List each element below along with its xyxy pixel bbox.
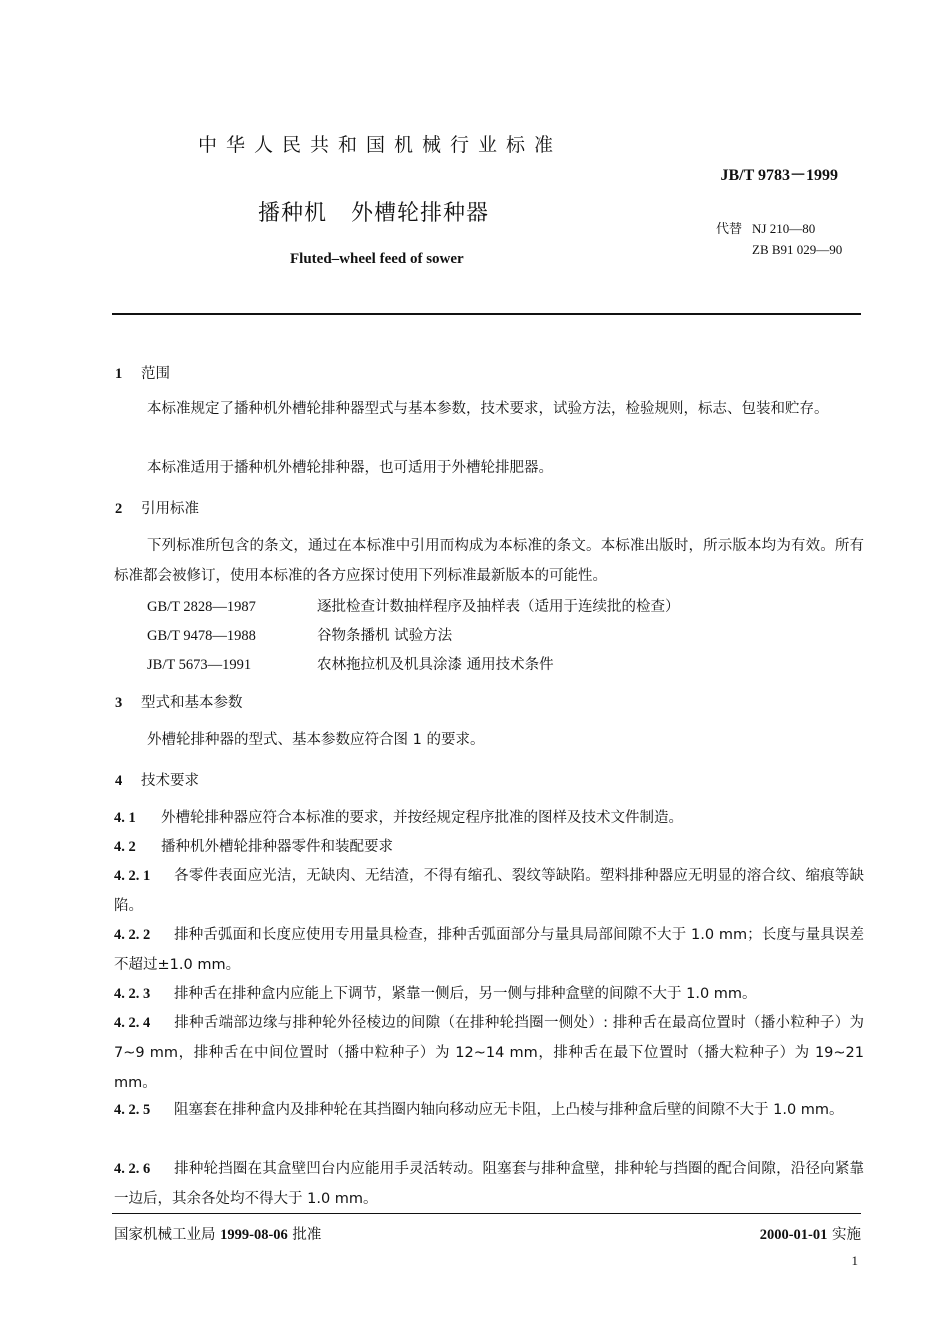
reference-code: GB/T 9478—1988: [147, 628, 256, 644]
reference-name: 农林拖拉机及机具涂漆 通用技术条件: [317, 657, 554, 673]
effective-label: 实施: [832, 1227, 861, 1243]
clause-4-2-6: [114, 1154, 864, 1214]
reference-code: GB/T 2828—1987: [147, 599, 256, 615]
clause-text: 排种舌在排种盒内应能上下调节，紧靠一侧后，另一侧与排种盒壁的间隙不大于 1.0 mm。: [174, 986, 757, 1002]
reference-name: 谷物条播机 试验方法: [317, 628, 453, 644]
reference-item: [147, 653, 554, 674]
clause-4-2: [114, 832, 864, 862]
section-number: 1: [115, 366, 123, 382]
effective-date: 2000-01-01: [759, 1227, 828, 1243]
replaces-item: NJ 210—80: [752, 221, 816, 236]
clause-number: 4. 2. 4: [114, 1015, 151, 1031]
clause-4-2-3: [114, 979, 864, 1009]
paragraph-type-params: 外槽轮排种器的型式、基本参数应符合图 1 的要求。: [147, 732, 485, 748]
section-number: 3: [115, 695, 123, 711]
paragraph-references-intro: 下列标准所包含的条文，通过在本标准中引用而构成为本标准的条文。本标准出版时，所示版本均为有效。所有标准都会被修订，使用本标准的各方应探讨使用下列标准最新版本的可能性。: [114, 538, 864, 584]
footer-divider: [112, 1213, 861, 1214]
section-heading-4: [115, 769, 199, 790]
clause-4-2-4: [114, 1008, 864, 1098]
section-heading-2: [115, 497, 199, 518]
clause-text: 阻塞套在排种盒内及排种轮在其挡圈内轴向移动应无卡阻，上凸棱与排种盒后壁的间隙不大于 1.0 mm。: [174, 1102, 844, 1118]
effective-line: [760, 1223, 861, 1244]
clause-number: 4. 2. 5: [114, 1102, 151, 1118]
clause-text: 排种舌端部边缘与排种轮外径棱边的间隙（在排种轮挡圈一侧处）: 排种舌在最高位置时（播小粒种子）为 7~9 mm，排种舌在中间位置时（播中粒种子）为 12~14 mm，排种舌在最下位置时（播大粒种子）为 19~21 mm。: [114, 1015, 864, 1091]
replaces-label: 代替: [716, 222, 743, 237]
document-title-en: Fluted–wheel feed of sower: [290, 251, 464, 267]
reference-name: 逐批检查计数抽样程序及抽样表（适用于连续批的检查）: [317, 599, 680, 615]
section-title: 型式和基本参数: [141, 695, 243, 711]
clause-text: 排种轮挡圈在其盒壁凹台内应能用手灵活转动。阻塞套与排种盒壁，排种轮与挡圈的配合间隙，沿径向紧靠一边后，其余各处均不得大于 1.0 mm。: [114, 1161, 864, 1207]
title-cn-part2: 外槽轮排种器: [351, 201, 490, 226]
standard-type-heading: 中华人民共和国机械行业标准: [198, 134, 563, 156]
page-number: 1: [851, 1253, 858, 1268]
clause-4-2-1: [114, 861, 864, 921]
issuer: 国家机械工业局: [114, 1227, 216, 1243]
approval-line: [114, 1223, 321, 1244]
clause-text: 外槽轮排种器应符合本标准的要求，并按经规定程序批准的图样及技术文件制造。: [161, 810, 683, 826]
section-heading-1: [115, 362, 170, 383]
title-cn-part1: 播种机: [258, 201, 328, 226]
clause-number: 4. 2. 2: [114, 927, 151, 943]
section-number: 4: [115, 773, 123, 789]
reference-item: [147, 624, 452, 645]
clause-text: 各零件表面应光洁，无缺肉、无结渣，不得有缩孔、裂纹等缺陷。塑料排种器应无明显的溶合纹、缩痕等缺陷。: [114, 868, 864, 914]
standard-code: JB/T 9783－1999: [720, 167, 838, 184]
clause-number: 4. 2. 3: [114, 986, 151, 1002]
section-heading-3: [115, 691, 243, 712]
replaces-block: [716, 219, 842, 260]
clause-number: 4. 1: [114, 810, 136, 826]
section-title: 技术要求: [141, 773, 199, 789]
clause-number: 4. 2. 6: [114, 1161, 151, 1177]
clause-4-1: [114, 803, 864, 833]
clause-number: 4. 2. 1: [114, 868, 151, 884]
replaces-item: ZB B91 029—90: [752, 242, 843, 257]
paragraph-scope-2: 本标准适用于播种机外槽轮排种器，也可适用于外槽轮排肥器。: [147, 460, 553, 476]
header-divider: [112, 313, 861, 315]
clause-4-2-2: [114, 920, 864, 980]
clause-4-2-5: [114, 1095, 864, 1125]
reference-code: JB/T 5673—1991: [147, 657, 252, 673]
approve-label: 批准: [292, 1227, 322, 1243]
section-title: 范围: [141, 366, 170, 382]
approve-date: 1999-08-06: [220, 1227, 288, 1243]
document-title-cn: [258, 196, 489, 227]
clause-text: 排种舌弧面和长度应使用专用量具检查，排种舌弧面部分与量具局部间隙不大于 1.0 mm；长度与量具误差不超过±1.0 mm。: [114, 927, 864, 973]
reference-item: [147, 595, 680, 616]
clause-number: 4. 2: [114, 839, 136, 855]
section-title: 引用标准: [141, 501, 199, 517]
section-number: 2: [115, 501, 123, 517]
paragraph-scope-1: 本标准规定了播种机外槽轮排种器型式与基本参数，技术要求，试验方法，检验规则，标志、包装和贮存。: [147, 401, 829, 417]
clause-text: 播种机外槽轮排种器零件和装配要求: [161, 839, 393, 855]
